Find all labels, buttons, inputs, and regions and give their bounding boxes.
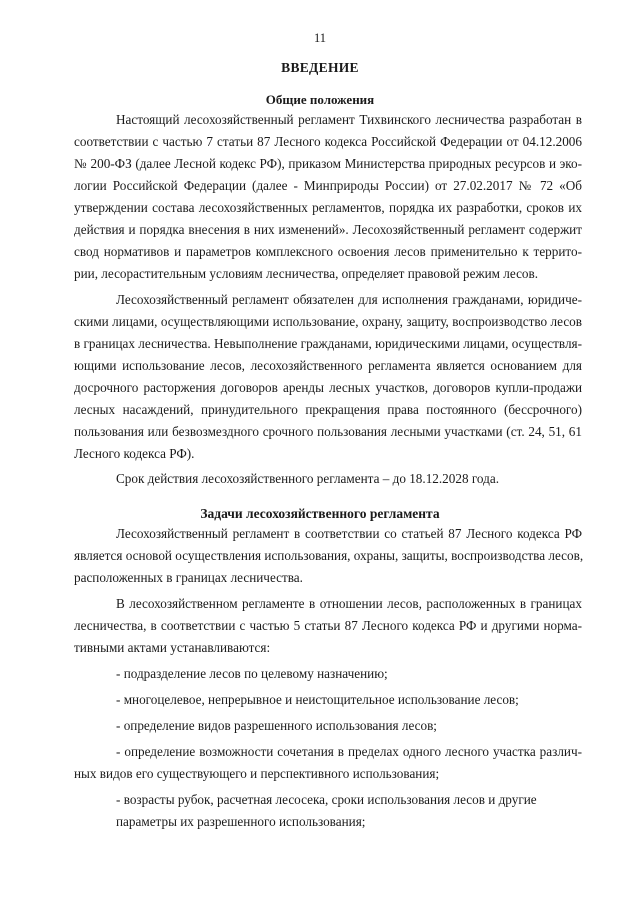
section-subtitle-general: Общие положения xyxy=(265,92,375,107)
text-line: расположенных в границах лесничества. xyxy=(74,570,303,585)
text-line: ющими использование лесов, лесохозяйственного регламента является основанием для xyxy=(74,358,582,373)
text-line: свод нормативов и параметров комплексного освоения лесов применительно к террито- xyxy=(74,244,582,259)
text-line: Срок действия лесохозяйственного регламента – до 18.12.2028 года. xyxy=(116,471,500,486)
list-item: - многоцелевое, непрерывное и неистощительное использование лесов; xyxy=(116,692,519,707)
text-line: лесничества, в соответствии с частью 5 статьи 87 Лесного кодекса РФ и другими норма- xyxy=(74,618,582,633)
text-line: действия и порядка внесения в них изменений». Лесохозяйственный регламент содержит xyxy=(74,222,582,237)
text-line: соответствии с частью 7 статьи 87 Лесного кодекса Российской Федерации от 04.12.2006 xyxy=(74,134,582,149)
text-line: логии Российской Федерации (далее - Минприроды России) от 27.02.2017 № 72 «Об xyxy=(74,178,582,193)
text-line: лесных насаждений, принудительного прекращения права постоянного (бессрочного) xyxy=(74,402,582,417)
text-line: № 200-ФЗ (далее Лесной кодекс РФ), приказом Министерства природных ресурсов и эко- xyxy=(74,156,582,171)
text-line: в границах лесничества. Невыполнение гражданами, юридическими лицами, осуществля- xyxy=(74,336,582,351)
page-title: ВВЕДЕНИЕ xyxy=(281,60,359,75)
text-line: пользования или безвозмездного срочного пользования лесными участками (ст. 24, 51, 61 xyxy=(74,424,582,439)
text-line: досрочного расторжения договоров аренды лесных участков, договоров купли-продажи xyxy=(74,380,582,395)
list-item-continuation: ных видов его существующего и перспективного использования; xyxy=(74,766,440,781)
text-line: рии, лесорастительным условиям лесничества, определяет правовой режим лесов. xyxy=(74,266,539,281)
text-line: В лесохозяйственном регламенте в отношении лесов, расположенных в границах xyxy=(116,596,582,611)
text-line: тивными актами устанавливаются: xyxy=(74,640,271,655)
text-line: скими лицами, осуществляющими использование, охрану, защиту, воспроизводство лесов xyxy=(74,314,582,329)
text-line: Лесохозяйственный регламент обязателен для исполнения гражданами, юридиче- xyxy=(116,292,582,307)
list-item: - определение видов разрешенного использования лесов; xyxy=(116,718,437,733)
list-item-continuation: параметры их разрешенного использования; xyxy=(116,814,366,829)
text-line: Настоящий лесохозяйственный регламент Тихвинского лесничества разработан в xyxy=(116,112,582,127)
text-line: утверждении состава лесохозяйственных регламентов, порядка их разработки, сроков их xyxy=(74,200,582,215)
text-line: Лесохозяйственный регламент в соответствии со статьей 87 Лесного кодекса РФ xyxy=(116,526,582,541)
page-number: 11 xyxy=(313,31,327,45)
text-line: Лесного кодекса РФ). xyxy=(74,446,195,461)
section-title-tasks: Задачи лесохозяйственного регламента xyxy=(200,506,440,521)
list-item: - возрасты рубок, расчетная лесосека, сроки использования лесов и другие xyxy=(116,792,537,807)
list-item: - определение возможности сочетания в пределах одного лесного участка различ- xyxy=(116,744,582,759)
list-item: - подразделение лесов по целевому назначению; xyxy=(116,666,388,681)
text-line: является основой осуществления использования, охраны, защиты, воспроизводства лесов, xyxy=(74,548,584,563)
